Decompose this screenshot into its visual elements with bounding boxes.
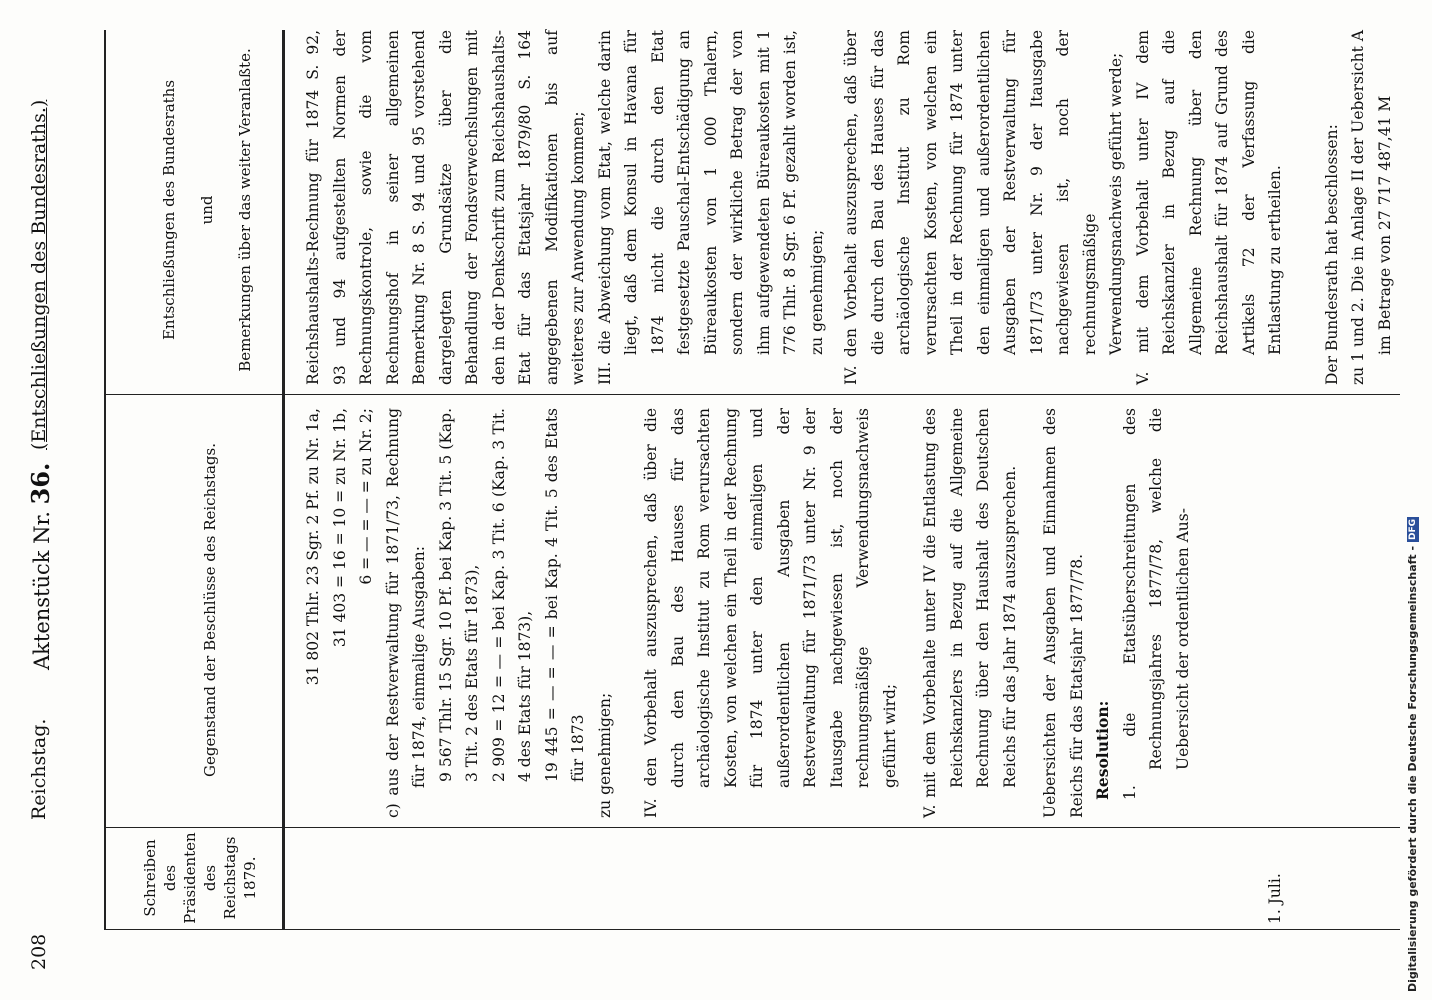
col2-line: c) aus der Restverwaltung für 1871/73, Rechnung für 1874, einmalige Ausgaben: [383, 408, 428, 818]
col-header-gegenstand: Gegenstand der Beschlüsse des Reichstags. [201, 443, 219, 777]
header-title: Reichstag. [28, 718, 50, 820]
col2-line: V. mit dem Vorbehalte unter IV die Entlastung des Reichskanzlers in Bezug auf die Allgemeine Rechnung über den Haushalt des Deutschen Reichs für das Jahr 1874 auszusprechen. [921, 408, 1019, 818]
col-header-entschliessungen [150, 40, 264, 380]
col3-line: V. mit dem Vorbehalt unter IV dem Reichskanzler in Bezug auf die Allgemeine Rechnung über den Reichshaushalt für 1874 auf Grund des Artikels 72 der Verfassung die Entlastung zu ertheilen. [1133, 30, 1284, 385]
col2-line: 6 = — = — = zu Nr. 2; [357, 408, 375, 585]
col3-header-line-1: Entschließungen des Bundesraths [160, 79, 178, 341]
aktenstueck-text: Aktenstück Nr. [30, 511, 54, 670]
col3-line: III. die Abweichung vom Etat, welche darin liegt, daß dem Konsul in Havana für 1874 nicht die durch den Etat festgesetzte Pauschal-Entschädigung an Büreaukosten von 1 000 Thalern, sondern der wirkliche Betrag der von ihm aufgewendeten Büreaukosten mit 1 776 Thlr. 8 Sgr. 6 Pf. gezahlt worden ist, zu genehmigen; [595, 30, 826, 385]
col3-body [300, 30, 1398, 385]
col3-line: zu 1 und 2. Die in Anlage II der Uebersicht A im Betrage von 27 717 487,41 M [1349, 30, 1394, 385]
page-number: 208 [28, 933, 50, 970]
col3-header-line-3: Bemerkungen über das weiter Veranlaßte. [236, 48, 254, 372]
table-left-rule [104, 929, 1400, 930]
col-header-schreiben: Schreiben des Präsidenten des Reichstags 1879. [141, 832, 259, 924]
aktenstueck-number: 36. [26, 462, 55, 505]
col2-line: 9 567 Thlr. 15 Sgr. 10 Pf. bei Kap. 3 Tit. 5 (Kap. 3 Tit. 2 des Etats für 1873), [436, 408, 481, 782]
aktenstueck-label [26, 463, 55, 670]
col2-line: 31 403 = 16 = 10 = zu Nr. 1b, [330, 408, 349, 648]
col3-header-line-2: und [198, 195, 216, 225]
col3-line: Reichshaushalts-Rechnung für 1874 S. 92, 93 und 94 aufgestellten Normen der Rechnungskontrole, sowie die vom Rechnungshof in seiner allgemeinen Bemerkung Nr. 8 S. 94 und 95 vorstehend dargelegten Grundsätze über die Behandlung der Fondsverwechslungen mit den in der Denkschrift zum Reichshaushalts-Etat für das Etatsjahr 1879/80 S. 164 angegebenen Modifikationen bis auf weiteres zur Anwendung kommen; [304, 30, 587, 385]
col2-line: 31 802 Thlr. 23 Sgr. 2 Pf. zu Nr. 1a, [304, 408, 322, 686]
col2-line: Uebersichten der Ausgaben und Einnahmen des Reichs für das Etatsjahr 1877/78. [1041, 408, 1086, 818]
dfg-logo: DFG [1408, 519, 1418, 541]
header-subtitle: (Entschließungen des Bundesraths.) [28, 99, 50, 450]
column-divider-2 [104, 394, 1400, 395]
table-header-rule [282, 30, 285, 930]
col2-line: 19 445 = — = — = bei Kap. 4 Tit. 5 des Etats für 1873 [542, 408, 587, 782]
col1-date: 1. Juli. [1266, 873, 1284, 924]
col2-line: 2 909 = 12 = — = bei Kap. 3 Tit. 6 (Kap. 3 Tit. 4 des Etats für 1873), [489, 408, 534, 782]
col2-line: 1. die Etatsüberschreitungen des Rechnungsjahres 1877/78, welche die Uebersicht der ordentlichen Aus- [1120, 408, 1192, 800]
col3-line: Der Bundesrath hat beschlossen: [1322, 124, 1341, 385]
col2-line: IV. den Vorbehalt auszusprechen, daß über die durch den Bau des Hauses für das archäologische Institut zu Rom verursachten Kosten, von welchen ein Theil in der Rechnung für 1874 unter den einmaligen und außerordentlichen Ausgaben der Restverwaltung für 1871/73 unter Nr. 9 der Itausgabe nachgewiesen ist, noch der rechnungsmäßige Verwendungsnachweis geführt wird; [642, 408, 899, 818]
page-header [24, 60, 60, 970]
col3-line: IV. den Vorbehalt auszusprechen, daß über die durch den Bau des Hauses für das archäologische Institut zu Rom verursachten Kosten, von welchen ein Theil in der Rechnung für 1874 unter den einmaligen und außerordentlichen Ausgaben der Restverwaltung für 1871/73 unter Nr. 9 der Itausgabe nachgewiesen ist, noch der rechnungsmäßige Verwendungsnachweis geführt werde; [842, 30, 1125, 385]
dfg-watermark [1406, 8, 1428, 992]
column-divider-1 [104, 827, 1400, 828]
watermark-text: Digitalisierung gefördert durch die Deutsche Forschungsgemeinschaft - [1406, 545, 1419, 992]
col2-line: Resolution: [1093, 700, 1112, 800]
col2-body [300, 408, 1196, 818]
col2-line: zu genehmigen; [595, 692, 614, 818]
table-top-rule [104, 30, 106, 930]
